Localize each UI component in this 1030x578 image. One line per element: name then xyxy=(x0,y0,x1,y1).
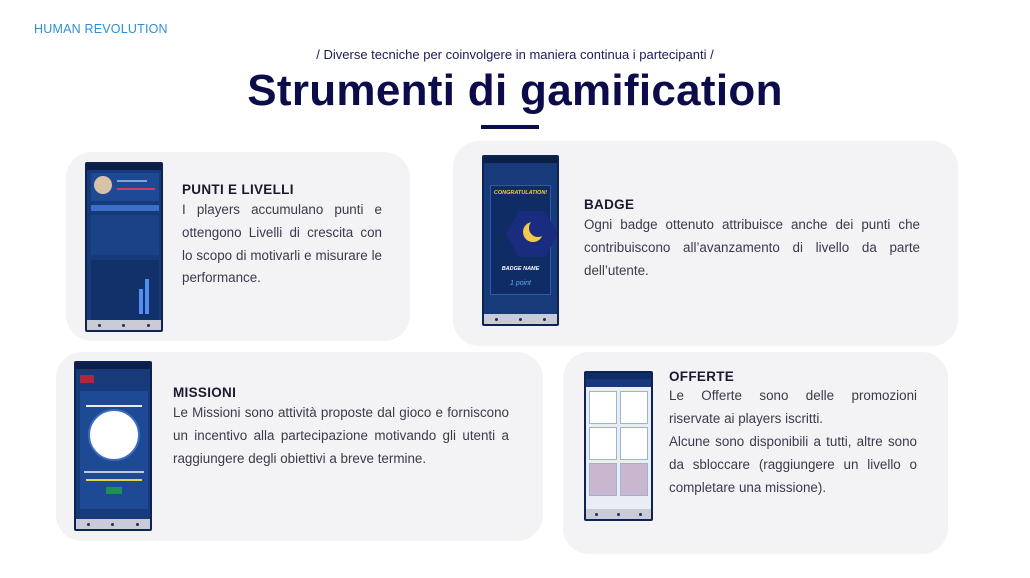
brand-label: HUMAN REVOLUTION xyxy=(34,22,168,36)
screenshot-offerte xyxy=(584,371,653,521)
mission-icon xyxy=(88,409,140,461)
screenshot-punti-livelli xyxy=(85,162,163,332)
badge-modal xyxy=(490,185,551,295)
card-offerte xyxy=(563,352,948,554)
offerte-text-1: Le Offerte sono delle promozioni riservate ai players iscritti. xyxy=(669,388,917,426)
page-subtitle: / Diverse tecniche per coinvolgere in maniera continua i partecipanti / xyxy=(316,47,714,62)
missioni-text: Le Missioni sono attività proposte dal gioco e forniscono un incentivo alla partecipazione motivando gli utenti a raggiungere degli obiettivi a breve termine. xyxy=(173,405,509,466)
congrats-label: CONGRATULATION! xyxy=(493,190,548,196)
badge-hex-icon xyxy=(506,208,558,260)
page-title: Strumenti di gamification xyxy=(247,66,783,115)
card-badge xyxy=(453,141,958,346)
offerte-title: OFFERTE xyxy=(669,369,735,384)
offers-grid xyxy=(589,391,648,496)
missioni-title: MISSIONI xyxy=(173,385,237,400)
screenshot-badge xyxy=(482,155,559,326)
badge-name-label: BADGE NAME xyxy=(501,266,540,272)
badge-points-label: 1 point xyxy=(509,280,532,287)
badge-title: BADGE xyxy=(584,197,635,212)
card-punti-livelli xyxy=(66,152,410,341)
screenshot-missioni xyxy=(74,361,152,531)
offerte-text-2: Alcune sono disponibili a tutti, altre sono da sbloccare (raggiungere un livello o completare una missione). xyxy=(669,434,917,495)
moon-icon xyxy=(523,222,543,242)
card-missioni xyxy=(56,352,543,541)
punti-livelli-title: PUNTI E LIVELLI xyxy=(182,182,294,197)
title-underline xyxy=(481,125,539,129)
punti-livelli-text: I players accumulano punti e ottengono Livelli di crescita con lo scopo di motivarli e misurare le performance. xyxy=(182,202,382,286)
badge-text: Ogni badge ottenuto attribuisce anche dei punti che contribuiscono all’avanzamento di livello da parte dell’utente. xyxy=(584,217,920,278)
